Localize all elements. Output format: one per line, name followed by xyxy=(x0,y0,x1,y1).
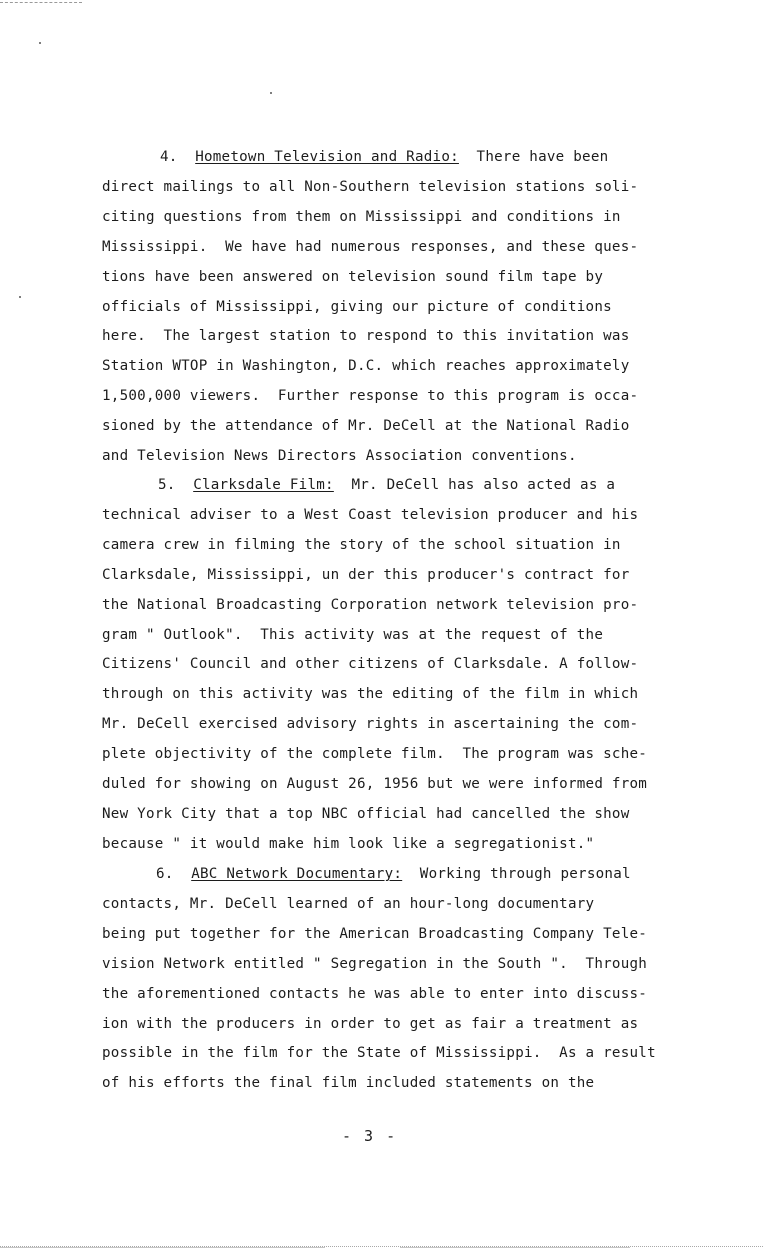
text-line: New York City that a top NBC official had cancelled the show xyxy=(102,806,630,822)
text-line: sioned by the attendance of Mr. DeCell at the National Radio xyxy=(102,418,630,434)
text-line: Mississippi. We have had numerous responses, and these ques- xyxy=(102,239,639,255)
paragraph-first-line xyxy=(156,866,631,882)
text-line: and Television News Directors Association conventions. xyxy=(102,448,577,464)
paragraph-heading: Clarksdale Film: xyxy=(193,477,334,493)
paragraph-first-line xyxy=(160,149,608,165)
text-line: gram " Outlook". This activity was at the request of the xyxy=(102,627,604,643)
text-line: Station WTOP in Washington, D.C. which reaches approximately xyxy=(102,358,630,374)
scan-bottom-edge xyxy=(0,1247,325,1248)
text-line: Mr. DeCell exercised advisory rights in ascertaining the com- xyxy=(102,716,639,732)
text-line: possible in the film for the State of Mississippi. As a result xyxy=(102,1045,656,1061)
text-line: Citizens' Council and other citizens of Clarksdale. A follow- xyxy=(102,656,639,672)
text-line: the National Broadcasting Corporation network television pro- xyxy=(102,597,639,613)
text-line: 1,500,000 viewers. Further response to this program is occa- xyxy=(102,388,639,404)
paragraph-first-line-text: There have been xyxy=(476,149,609,165)
text-line: citing questions from them on Mississippi and conditions in xyxy=(102,209,621,225)
text-line: being put together for the American Broadcasting Company Tele- xyxy=(102,926,648,942)
scan-speck xyxy=(270,92,272,94)
text-line: contacts, Mr. DeCell learned of an hour-long documentary xyxy=(102,896,595,912)
text-line: camera crew in filming the story of the school situation in xyxy=(102,537,621,553)
text-line: tions have been answered on television sound film tape by xyxy=(102,269,604,285)
paragraph-first-line-text: Mr. DeCell has also acted as a xyxy=(351,477,616,493)
text-line: duled for showing on August 26, 1956 but we were informed from xyxy=(102,776,648,792)
text-line: the aforementioned contacts he was able to enter into discuss- xyxy=(102,986,648,1002)
text-line: technical adviser to a West Coast television producer and his xyxy=(102,507,639,523)
scan-edge-mark xyxy=(0,2,82,3)
text-line: direct mailings to all Non-Southern television stations soli- xyxy=(102,179,639,195)
paragraph-first-line-text: Working through personal xyxy=(419,866,631,882)
paragraph-heading: ABC Network Documentary: xyxy=(191,866,403,882)
text-line: because " it would make him look like a segregationist." xyxy=(102,836,595,852)
scan-speck xyxy=(39,42,41,44)
paragraph-heading: Hometown Television and Radio: xyxy=(195,149,459,165)
text-line: plete objectivity of the complete film. The program was sche- xyxy=(102,746,648,762)
text-line: of his efforts the final film included statements on the xyxy=(102,1075,595,1091)
text-line: through on this activity was the editing of the film in which xyxy=(102,686,639,702)
text-line: ion with the producers in order to get as fair a treatment as xyxy=(102,1016,639,1032)
paragraph-first-line xyxy=(158,477,615,493)
text-line: officials of Mississippi, giving our picture of conditions xyxy=(102,299,612,315)
paragraph-number: 4. xyxy=(160,149,178,165)
paragraph-number: 5. xyxy=(158,477,176,493)
text-line: Clarksdale, Mississippi, un der this producer's contract for xyxy=(102,567,630,583)
scan-bottom-edge xyxy=(400,1247,630,1248)
page-number: - 3 - xyxy=(342,1127,398,1145)
scan-speck xyxy=(19,296,21,298)
paragraph-number: 6. xyxy=(156,866,174,882)
text-line: here. The largest station to respond to this invitation was xyxy=(102,328,630,344)
text-line: vision Network entitled " Segregation in the South ". Through xyxy=(102,956,648,972)
